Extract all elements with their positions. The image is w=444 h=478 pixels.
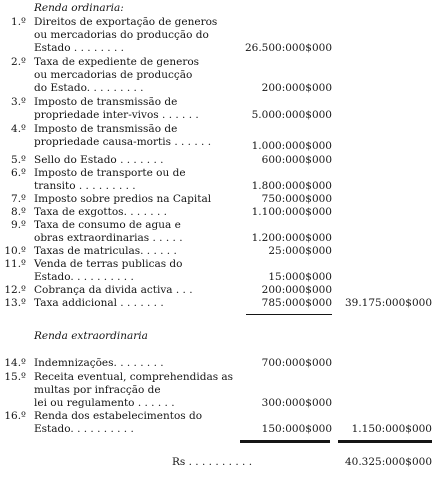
grand-total: 40.325:000$000	[344, 456, 432, 468]
item-number: 1.º	[11, 16, 26, 28]
item-text: Imposto de transmissão de propriedade inter-vivos . . . . . .	[34, 96, 199, 121]
item-amount: 1.000:000$000	[251, 140, 332, 152]
item-text: transito . . . . . . . . .	[34, 180, 136, 192]
item-number: 14.º	[4, 357, 26, 369]
item-number: 6.º	[11, 167, 26, 179]
item-text: lei ou regulamento . . . . . .	[34, 397, 175, 409]
section-subtotal: 1.150:000$000	[351, 423, 432, 435]
item-number: 13.º	[4, 297, 26, 309]
item-amount: 150:000$000	[261, 423, 332, 435]
item-number: 16.º	[4, 410, 26, 422]
item-text: ou mercadorias de producção	[34, 69, 193, 81]
item-amount: 1.100:000$000	[251, 206, 332, 218]
item-amount: 785:000$000	[261, 297, 332, 309]
section-title-ordinaria: Renda ordinaria:	[34, 2, 124, 14]
item-text: Taxas de matriculas. . . . . .	[34, 245, 177, 257]
item-text: Sello do Estado . . . . . . .	[34, 154, 164, 166]
item-amount: 300:000$000	[261, 397, 332, 409]
item-number: 3.º	[11, 96, 26, 108]
item-text: Imposto de transmissão de propriedade causa-mortis . . . . . .	[34, 123, 212, 148]
item-amount: 1.200:000$000	[251, 232, 332, 244]
item-text: Taxa de exgottos. . . . . . .	[34, 206, 167, 218]
item-amount: 26.500:000$000	[244, 42, 332, 54]
item-text: Direitos de exportação de generos	[34, 16, 218, 28]
subtotal-rule	[246, 314, 332, 315]
item-text: ou mercadorias do producção do Estado . . . . . . . .	[34, 29, 209, 54]
item-text: do Estado. . . . . . . . .	[34, 82, 144, 94]
item-amount: 25:000$000	[268, 245, 332, 257]
item-text: Venda de terras publicas do	[34, 258, 183, 270]
item-text: Indemnizações. . . . . . . .	[34, 357, 164, 369]
item-amount: 200:000$000	[261, 82, 332, 94]
section-title-extraordinaria: Renda extraordinaria	[34, 330, 148, 342]
item-number: 15.º	[4, 371, 26, 383]
total-label: Rs . . . . . . . . . .	[172, 456, 253, 468]
item-number: 2.º	[11, 56, 26, 68]
item-text: Taxa de expediente de generos	[34, 56, 200, 68]
item-text: Renda dos estabelecimentos do	[34, 410, 203, 422]
item-number: 8.º	[11, 206, 26, 218]
item-amount: 700:000$000	[261, 357, 332, 369]
item-number: 10.º	[4, 245, 26, 257]
item-text: Cobrança da divida activa . . .	[34, 284, 193, 296]
item-number: 5.º	[11, 154, 26, 166]
item-text: Imposto sobre predios na Capital	[34, 193, 212, 205]
double-rule	[240, 440, 330, 443]
item-number: 12.º	[4, 284, 26, 296]
item-number: 11.º	[4, 258, 26, 270]
item-amount: 15:000$000	[268, 271, 332, 283]
item-text: Imposto de transporte ou de	[34, 167, 186, 179]
item-number: 4.º	[11, 123, 26, 135]
item-amount: 750:000$000	[261, 193, 332, 205]
item-text: Estado. . . . . . . . . .	[34, 271, 134, 283]
item-number: 9.º	[11, 219, 26, 231]
item-amount: 5.000:000$000	[251, 109, 332, 121]
item-amount: 1.800:000$000	[251, 180, 332, 192]
item-number: 7.º	[11, 193, 26, 205]
item-text: Taxa de consumo de agua e	[34, 219, 181, 231]
section-subtotal: 39.175:000$000	[344, 297, 432, 309]
item-text: Receita eventual, comprehendidas as multas por infracção de	[34, 371, 234, 396]
item-text: Estado. . . . . . . . . .	[34, 423, 134, 435]
item-amount: 200:000$000	[261, 284, 332, 296]
double-rule	[338, 440, 432, 443]
item-text: Taxa addicional . . . . . . .	[34, 297, 164, 309]
item-amount: 600:000$000	[261, 154, 332, 166]
item-text: obras extraordinarias . . . . .	[34, 232, 183, 244]
